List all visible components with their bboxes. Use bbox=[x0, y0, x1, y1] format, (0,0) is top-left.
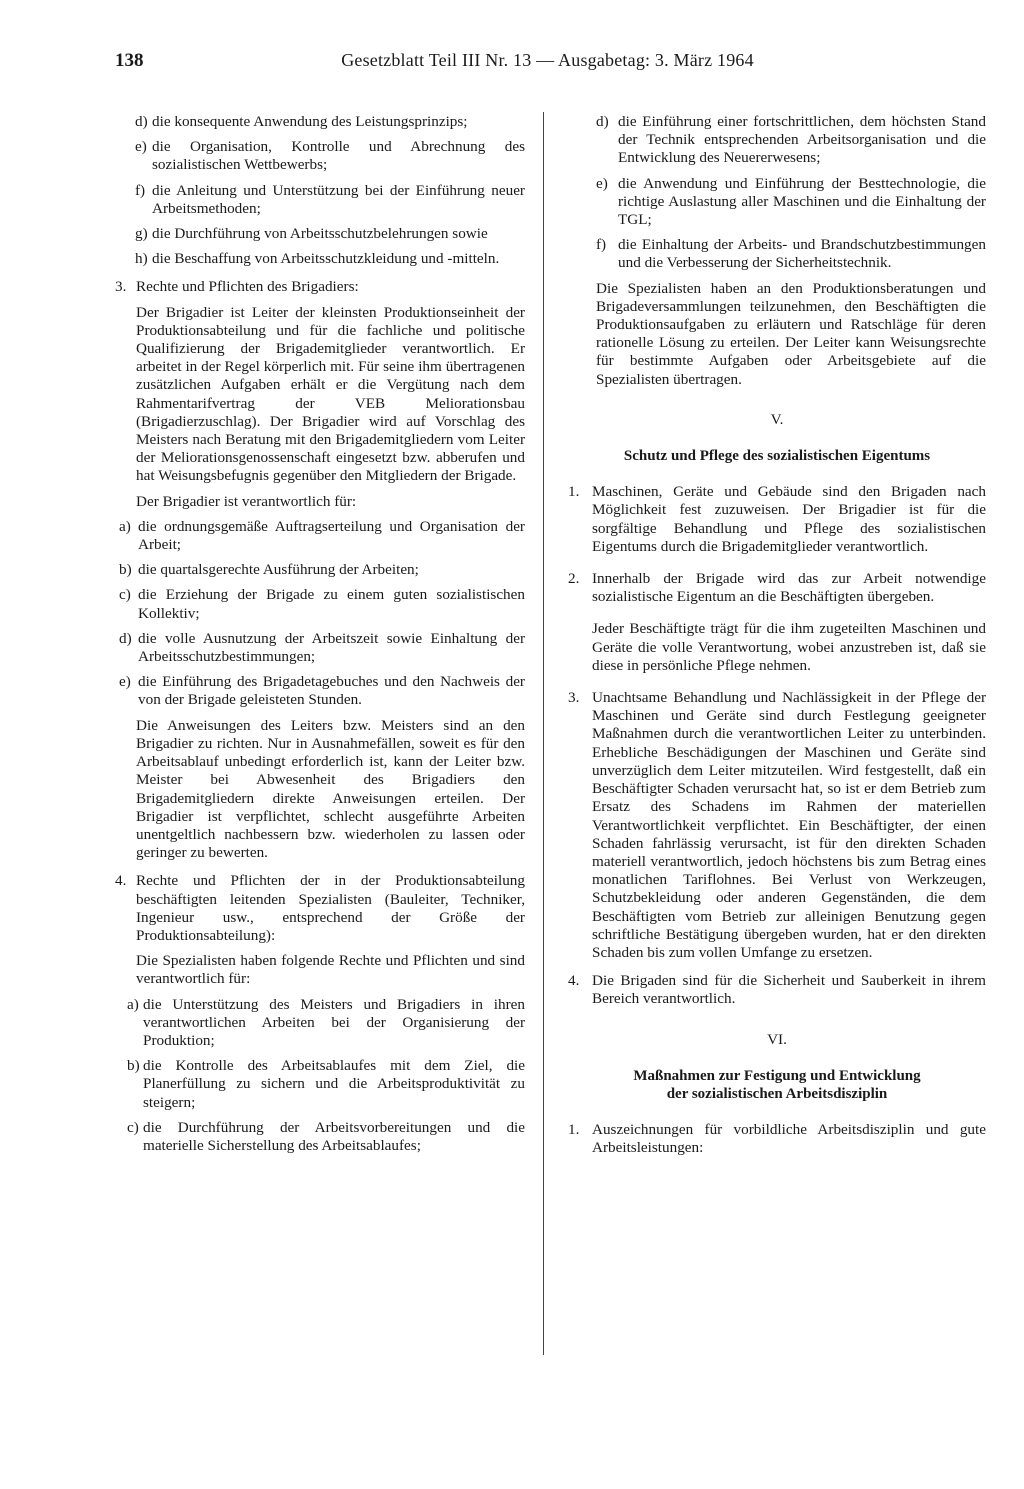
list-item: b) die quartalsgerechte Ausführung der Arbeiten; bbox=[119, 561, 419, 579]
list-item: f) die Anleitung und Unterstützung bei der Einführung neuer Arbeitsmethoden; bbox=[135, 181, 525, 217]
page-header bbox=[115, 50, 980, 80]
list-item: d) die Einführung einer fortschrittlichen, dem höchsten Stand der Technik entsprechenden Arbeitsorganisation und die Entwicklung des Neuererwesens; bbox=[596, 113, 986, 167]
list-item: f) die Einhaltung der Arbeits- und Brandschutzbestimmungen und die Verbesserung der Sicherheitstechnik. bbox=[596, 236, 986, 272]
paragraph: Der Brigadier ist verantwortlich für: bbox=[136, 492, 357, 510]
list-item: b) die Kontrolle des Arbeitsablaufes mit dem Ziel, die Planerfüllung zu sichern und die Arbeitsproduktivität zu steigern; bbox=[127, 1057, 525, 1111]
list-item: d) die konsequente Anwendung des Leistungsprinzips; bbox=[135, 113, 468, 130]
list-item: 3. Unachtsame Behandlung und Nachlässigkeit in der Pflege der Maschinen und Geräte sind durch Festlegung geeigneter Maßnahmen durch die verantwortlichen Leiter zu unterbinden. Erhebliche Beschädigungen der Maschinen und Geräte sind unverzüglich dem Leiter mitzuteilen. Wird festgestellt, daß ein Beschäftigter Schaden verursacht hat, so ist er dem Betrieb zum Ersatz des Schadens im Rahmen der materiellen Verantwortlichkeit verpflichtet. Ein Beschäftigter, der einen Schaden fahrlässig verursacht, ist für den direkten Schaden materiell verantwortlich, jedoch höchstens bis zum Betrag eines monatlichen Tariflohnes. Bei Verlust von Werkzeugen, Schutzbekleidung oder anderen Gegenständen, die dem Beschäftigten vom Betrieb zur alleinigen Benutzung gegen schriftliche Bestätigung übergeben wurden, hat er den direkten Schaden bis zum vollen Umfange zu ersetzen. bbox=[568, 689, 986, 961]
section-3-heading: 3. Rechte und Pflichten des Brigadiers: bbox=[115, 278, 359, 296]
paragraph: Die Spezialisten haben folgende Rechte und Pflichten und sind verantwortlich für: bbox=[136, 952, 525, 988]
left-column bbox=[115, 113, 525, 1162]
list-item: 2. Innerhalb der Brigade wird das zur Arbeit notwendige sozialistische Eigentum an die Beschäftigten übergeben. bbox=[568, 570, 986, 606]
list-item: 1. Maschinen, Geräte und Gebäude sind den Brigaden nach Möglichkeit fest zuzuweisen. Der Brigadier ist für die sorgfältige Behandlung und Pflege des sozialistischen Eigentums durch die Brigademitglieder verantwortlich. bbox=[568, 483, 986, 555]
list-item: a) die ordnungsgemäße Auftragserteilung und Organisation der Arbeit; bbox=[119, 517, 525, 554]
list-item: 4. Die Brigaden sind für die Sicherheit und Sauberkeit in ihrem Bereich verantwortlich. bbox=[568, 972, 986, 1008]
list-item: g) die Durchführung von Arbeitsschutzbelehrungen sowie bbox=[135, 225, 488, 243]
paragraph: Der Brigadier ist Leiter der kleinsten Produktionseinheit der Produktionsabteilung und für die fachliche und politische Qualifizierung der Brigademitglieder verantwortlich. Er arbeitet in der Regel körperlich mit. Für seine ihm übertragenen zusätzlichen Aufgaben erhält er die Vergütung nach dem Rahmentarifvertrag der VEB Meliorationsbau (Brigadierzuschlag). Der Brigadier wird auf Vorschlag des Meisters nach Beratung mit den Brigademitgliedern vom Leiter der Meliorationsgenossenschaft eingesetzt bzw. abberufen und hat Weisungsbefugnis gegenüber den Mitgliedern der Brigade. bbox=[136, 303, 525, 485]
list-item: a) die Unterstützung des Meisters und Brigadiers in ihren verantwortlichen Arbeiten bei der Organisierung der Produktion; bbox=[127, 995, 525, 1049]
list-item: d) die volle Ausnutzung der Arbeitszeit sowie Einhaltung der Arbeitsschutzbestimmungen; bbox=[119, 629, 525, 666]
list-item: c) die Durchführung der Arbeitsvorbereitungen und die materielle Sicherstellung des Arbeitsablaufes; bbox=[127, 1118, 525, 1154]
section-number: VI. bbox=[767, 1030, 787, 1048]
section-4-heading: 4. Rechte und Pflichten der in der Produktionsabteilung beschäftigten leitenden Spezialisten (Bauleiter, Techniker, Ingenieur usw., entsprechend der Größe der Produktionsabteilung): bbox=[115, 872, 525, 944]
list-item: e) die Einführung des Brigadetagebuches und den Nachweis der von der Brigade geleisteten Stunden. bbox=[119, 673, 525, 709]
section-title: Schutz und Pflege des sozialistischen Eigentums bbox=[623, 448, 931, 465]
list-item: e) die Anwendung und Einführung der Besttechnologie, die richtige Auslastung aller Maschinen und die Einhaltung der TGL; bbox=[596, 174, 986, 229]
list-item: c) die Erziehung der Brigade zu einem guten sozialistischen Kollektiv; bbox=[119, 586, 525, 622]
list-item: 1. Auszeichnungen für vorbildliche Arbeitsdisziplin und gute Arbeitsleistungen: bbox=[568, 1121, 986, 1157]
paragraph: Die Anweisungen des Leiters bzw. Meisters sind an den Brigadier zu richten. Nur in Ausnahmefällen, soweit es für den Arbeitsablauf unbedingt erforderlich ist, kann der Leiter bzw. Meister bei Abwesenheit des Brigadiers den Brigademitgliedern direkte Anweisungen erteilen. Der Brigadier ist verpflichtet, schlecht ausgeführte Arbeiten unentgeltlich nachbessern bzw. wiederholen zu lassen oder geringer zu bewerten. bbox=[136, 716, 525, 862]
right-column bbox=[568, 113, 986, 1165]
gazette-title: Gesetzblatt Teil III Nr. 13 — Ausgabetag: 3. März 1964 bbox=[341, 50, 754, 70]
paragraph: Die Spezialisten haben an den Produktionsberatungen und Brigadeversammlungen teilzunehmen, den Beschäftigten die Produktionsaufgaben zu erläutern und Ratschläge für deren rationelle Lösung zu erteilen. Der Leiter kann Weisungsrechte für bestimmte Aufgaben oder Arbeitsgebiete auf die Spezialisten übertragen. bbox=[596, 279, 986, 388]
list-item: h) die Beschaffung von Arbeitsschutzkleidung und -mitteln. bbox=[135, 250, 500, 268]
paragraph: Jeder Beschäftigte trägt für die ihm zugeteilten Maschinen und Geräte die volle Verantwortung, wobei anzustreben ist, daß sie diese in persönliche Pflege nehmen. bbox=[592, 620, 986, 674]
section-number: V. bbox=[770, 410, 784, 428]
list-item: e) die Organisation, Kontrolle und Abrechnung des sozialistischen Wettbewerbs; bbox=[135, 138, 525, 174]
page-number: 138 bbox=[115, 50, 144, 71]
column-divider bbox=[543, 112, 544, 1355]
section-title: Maßnahmen zur Festigung und Entwicklung der sozialistischen Arbeitsdisziplin bbox=[633, 1067, 921, 1102]
